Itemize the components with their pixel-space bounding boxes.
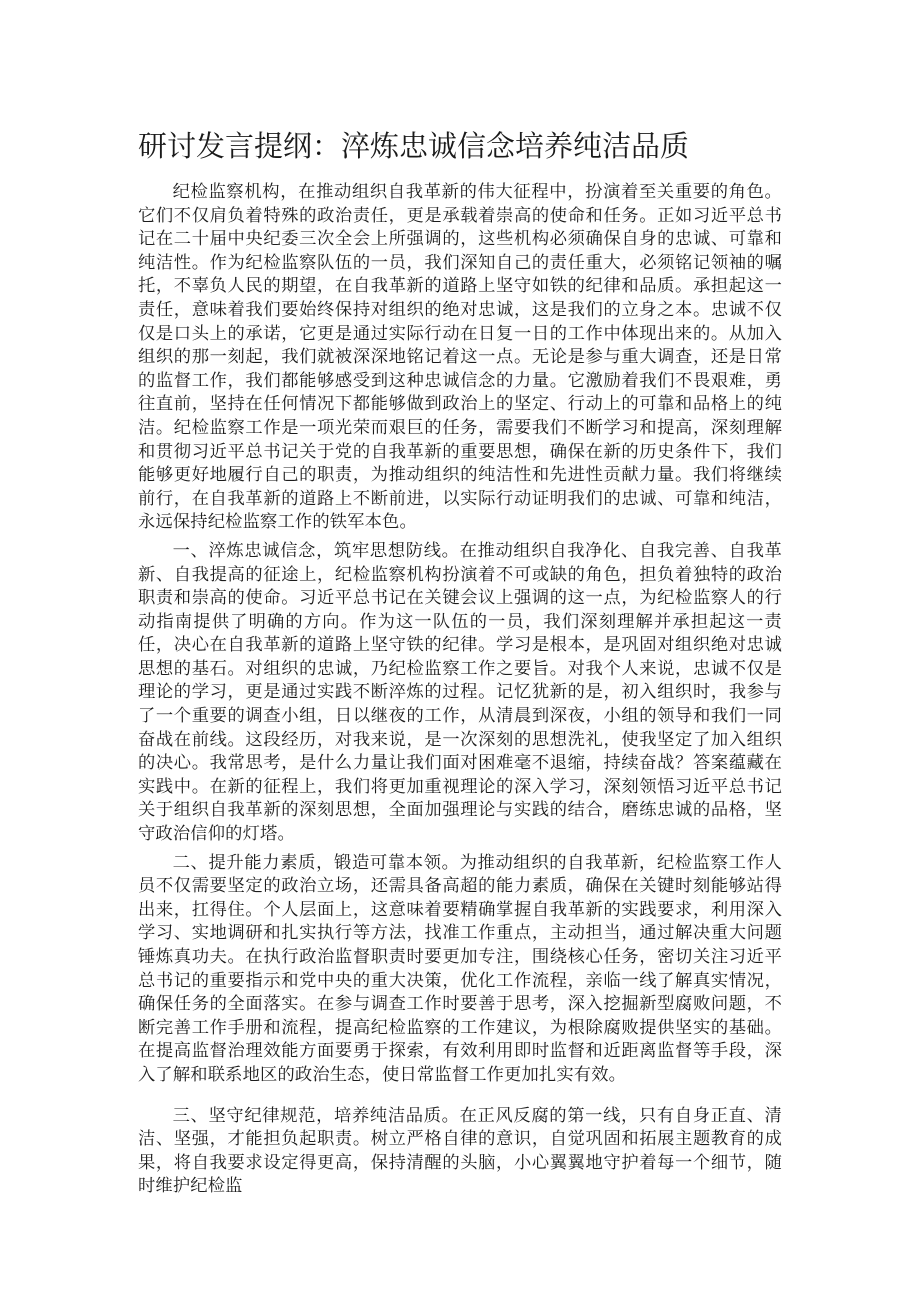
paragraph-section-3: 三、坚守纪律规范，培养纯洁品质。在正风反腐的第一线，只有自身正直、清洁、坚强，才能担负起职责。树立严格自律的意识，自觉巩固和拓展主题教育的成果，将自我要求设定得更高，保持清醒的头脑，小心翼翼地守护着每一个细节，随时维护纪检监	[138, 1105, 782, 1197]
document-title: 研讨发言提纲：淬炼忠诚信念培养纯洁品质	[138, 129, 690, 163]
paragraph-section-2: 二、提升能力素质，锻造可靠本领。为推动组织的自我革新，纪检监察工作人员不仅需要坚定的政治立场，还需具备高超的能力素质，确保在关键时刻能够站得出来，扛得住。个人层面上，这意味着要精确掌握自我革新的实践要求，利用深入学习、实地调研和扎实执行等方法，找准工作重点，主动担当，通过解决重大问题锤炼真功夫。在执行政治监督职责时要更加专注，围绕核心任务，密切关注习近平总书记的重要指示和党中央的重大决策，优化工作流程，亲临一线了解真实情况，确保任务的全面落实。在参与调查工作时要善于思考，深入挖掘新型腐败问题，不断完善工作手册和流程，提高纪检监察的工作建议，为根除腐败提供坚实的基础。在提高监督治理效能方面要勇于探索，有效利用即时监督和近距离监督等手段，深入了解和联系地区的政治生态，使日常监督工作更加扎实有效。	[138, 852, 782, 1085]
document-body	[138, 181, 782, 1204]
paragraph-section-1: 一、淬炼忠诚信念，筑牢思想防线。在推动组织自我净化、自我完善、自我革新、自我提高的征途上，纪检监察机构扮演着不可或缺的角色，担负着独特的政治职责和崇高的使命。习近平总书记在关键会议上强调的这一点，为纪检监察人的行动指南提供了明确的方向。作为这一队伍的一员，我们深刻理解并承担起这一责任，决心在自我革新的道路上坚守铁的纪律。学习是根本，是巩固对组织绝对忠诚思想的基石。对组织的忠诚，乃纪检监察工作之要旨。对我个人来说，忠诚不仅是理论的学习，更是通过实践不断淬炼的过程。记忆犹新的是，初入组织时，我参与了一个重要的调查小组，日以继夜的工作，从清晨到深夜，小组的领导和我们一同奋战在前线。这段经历，对我来说，是一次深刻的思想洗礼，使我坚定了加入组织的决心。我常思考，是什么力量让我们面对困难毫不退缩，持续奋战？答案蕴藏在实践中。在新的征程上，我们将更加重视理论的深入学习，深刻领悟习近平总书记关于组织自我革新的深刻思想，全面加强理论与实践的结合，磨练忠诚的品格，坚守政治信仰的灯塔。	[138, 540, 782, 845]
paragraph-intro: 纪检监察机构，在推动组织自我革新的伟大征程中，扮演着至关重要的角色。它们不仅肩负着特殊的政治责任，更是承载着崇高的使命和任务。正如习近平总书记在二十届中央纪委三次全会上所强调的，这些机构必须确保自身的忠诚、可靠和纯洁性。作为纪检监察队伍的一员，我们深知自己的责任重大，必须铭记领袖的嘱托，不辜负人民的期望，在自我革新的道路上坚守如铁的纪律和品质。承担起这一责任，意味着我们要始终保持对组织的绝对忠诚，这是我们的立身之本。忠诚不仅仅是口头上的承诺，它更是通过实际行动在日复一日的工作中体现出来的。从加入组织的那一刻起，我们就被深深地铭记着这一点。无论是参与重大调查，还是日常的监督工作，我们都能够感受到这种忠诚信念的力量。它激励着我们不畏艰难，勇往直前，坚持在任何情况下都能够做到政治上的坚定、行动上的可靠和品格上的纯洁。纪检监察工作是一项光荣而艰巨的任务，需要我们不断学习和提高，深刻理解和贯彻习近平总书记关于党的自我革新的重要思想，确保在新的历史条件下，我们能够更好地履行自己的职责，为推动组织的纯洁性和先进性贡献力量。我们将继续前行，在自我革新的道路上不断前进，以实际行动证明我们的忠诚、可靠和纯洁，永远保持纪检监察工作的铁军本色。	[138, 182, 782, 533]
